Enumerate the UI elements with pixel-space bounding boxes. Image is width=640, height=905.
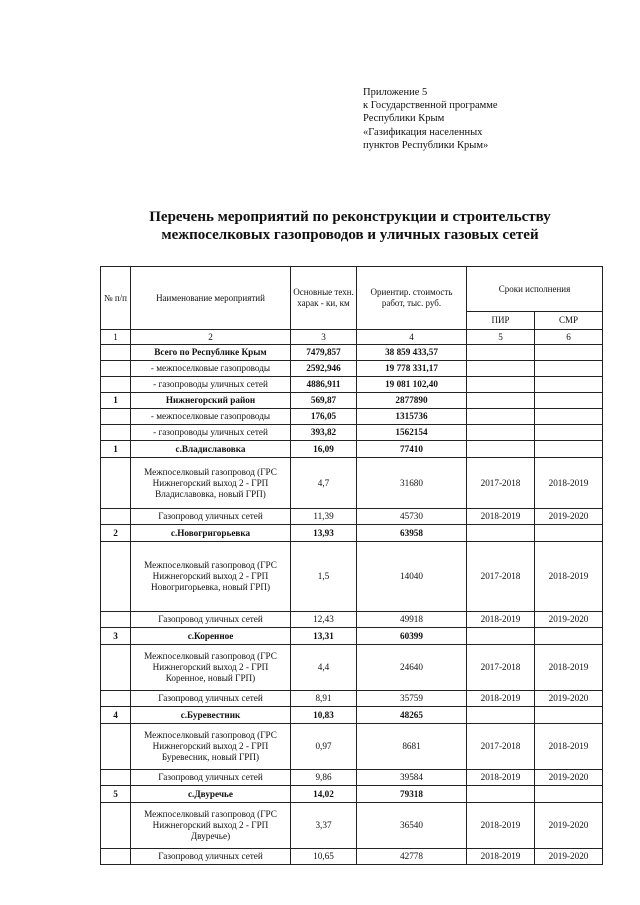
district-specs: 569,87 — [291, 393, 357, 409]
column-number: 4 — [357, 330, 467, 345]
district-sub-row — [101, 409, 603, 425]
streets-cost: 45730 — [357, 509, 467, 525]
village-row — [101, 628, 603, 645]
village-cost: 60399 — [357, 628, 467, 645]
district-cost: 2877890 — [357, 393, 467, 409]
title-line-1: Перечень мероприятий по реконструкции и строительству — [149, 209, 551, 225]
village-name: с.Коренное — [131, 628, 291, 645]
total-row — [101, 345, 603, 361]
village-num: 5 — [101, 786, 131, 803]
header-pir: ПИР — [467, 312, 535, 330]
village-num: 4 — [101, 707, 131, 724]
village-name: с.Буревестник — [131, 707, 291, 724]
total-specs: 4886,911 — [291, 377, 357, 393]
streets-smr: 2019-2020 — [535, 509, 603, 525]
streets-specs: 11,39 — [291, 509, 357, 525]
village-num: 3 — [101, 628, 131, 645]
appendix-block — [363, 86, 613, 152]
empty-cell — [101, 377, 131, 393]
streets-name: Газопровод уличных сетей — [131, 612, 291, 628]
empty-cell — [535, 441, 603, 458]
column-number: 3 — [291, 330, 357, 345]
empty-cell — [101, 612, 131, 628]
empty-cell — [101, 645, 131, 691]
village-num: 1 — [101, 441, 131, 458]
village-specs: 14,02 — [291, 786, 357, 803]
empty-cell — [535, 786, 603, 803]
pipeline-smr: 2018-2019 — [535, 645, 603, 691]
village-cost: 79318 — [357, 786, 467, 803]
streets-cost: 49918 — [357, 612, 467, 628]
total-cost: 38 859 433,57 — [357, 345, 467, 361]
district-sub-specs: 393,82 — [291, 425, 357, 441]
streets-pir: 2018-2019 — [467, 691, 535, 707]
empty-cell — [101, 345, 131, 361]
empty-cell — [101, 409, 131, 425]
header-cost: Ориентир. стоимость работ, тыс. руб. — [357, 267, 467, 330]
empty-cell — [467, 707, 535, 724]
streets-cost: 42778 — [357, 849, 467, 865]
streets-row — [101, 770, 603, 786]
streets-pir: 2018-2019 — [467, 612, 535, 628]
pipeline-pir: 2017-2018 — [467, 458, 535, 509]
appendix-line: Республики Крым — [363, 113, 445, 125]
header-smr: СМР — [535, 312, 603, 330]
empty-cell — [101, 542, 131, 612]
empty-cell — [535, 525, 603, 542]
total-name: - межпоселковые газопроводы — [131, 361, 291, 377]
pipeline-row — [101, 803, 603, 849]
header-specs: Основные техн. харак - ки, км — [291, 267, 357, 330]
pipeline-specs: 0,97 — [291, 724, 357, 770]
empty-cell — [535, 425, 603, 441]
village-specs: 13,93 — [291, 525, 357, 542]
streets-cost: 35759 — [357, 691, 467, 707]
total-name: Всего по Республике Крым — [131, 345, 291, 361]
empty-cell — [101, 509, 131, 525]
village-row — [101, 525, 603, 542]
empty-cell — [535, 628, 603, 645]
village-name: с.Двуречье — [131, 786, 291, 803]
streets-smr: 2019-2020 — [535, 691, 603, 707]
village-row — [101, 786, 603, 803]
village-name: с.Владиславовка — [131, 441, 291, 458]
column-number: 1 — [101, 330, 131, 345]
pipeline-pir: 2018-2019 — [467, 803, 535, 849]
column-number: 2 — [131, 330, 291, 345]
total-specs: 2592,946 — [291, 361, 357, 377]
empty-cell — [101, 724, 131, 770]
pipeline-smr: 2018-2019 — [535, 542, 603, 612]
empty-cell — [467, 525, 535, 542]
empty-cell — [467, 425, 535, 441]
district-sub-specs: 176,05 — [291, 409, 357, 425]
pipeline-specs: 4,7 — [291, 458, 357, 509]
district-num: 1 — [101, 393, 131, 409]
district-sub-name: - газопроводы уличных сетей — [131, 425, 291, 441]
streets-specs: 10,65 — [291, 849, 357, 865]
village-cost: 77410 — [357, 441, 467, 458]
pipeline-specs: 4,4 — [291, 645, 357, 691]
pipeline-specs: 3,37 — [291, 803, 357, 849]
empty-cell — [535, 361, 603, 377]
streets-pir: 2018-2019 — [467, 770, 535, 786]
empty-cell — [101, 849, 131, 865]
pipeline-pir: 2017-2018 — [467, 645, 535, 691]
header-terms: Сроки исполнения — [467, 267, 603, 312]
pipeline-pir: 2017-2018 — [467, 724, 535, 770]
district-sub-name: - межпоселковые газопроводы — [131, 409, 291, 425]
appendix-line: Приложение 5 — [363, 87, 428, 98]
streets-smr: 2019-2020 — [535, 770, 603, 786]
streets-pir: 2018-2019 — [467, 509, 535, 525]
village-name: с.Новогригорьевка — [131, 525, 291, 542]
pipeline-row — [101, 542, 603, 612]
pipeline-row — [101, 724, 603, 770]
village-cost: 48265 — [357, 707, 467, 724]
pipeline-name: Межпоселковый газопровод (ГРС Нижнегорский выход 2 - ГРП Владиславовка, новый ГРП) — [131, 458, 291, 509]
title-line-2: межпоселковых газопроводов и уличных газовых сетей — [161, 227, 539, 243]
appendix-line: «Газификация населенных — [363, 126, 483, 138]
village-row — [101, 441, 603, 458]
pipeline-name: Межпоселковый газопровод (ГРС Нижнегорский выход 2 - ГРП Буревесник, новый ГРП) — [131, 724, 291, 770]
streets-name: Газопровод уличных сетей — [131, 770, 291, 786]
pipeline-smr: 2019-2020 — [535, 803, 603, 849]
streets-row — [101, 691, 603, 707]
empty-cell — [101, 425, 131, 441]
column-number: 5 — [467, 330, 535, 345]
measures-table — [100, 266, 603, 865]
streets-specs: 9,86 — [291, 770, 357, 786]
village-row — [101, 707, 603, 724]
streets-smr: 2019-2020 — [535, 849, 603, 865]
empty-cell — [467, 393, 535, 409]
streets-specs: 12,43 — [291, 612, 357, 628]
empty-cell — [467, 628, 535, 645]
streets-name: Газопровод уличных сетей — [131, 849, 291, 865]
village-specs: 16,09 — [291, 441, 357, 458]
streets-row — [101, 849, 603, 865]
pipeline-name: Межпоселковый газопровод (ГРС Нижнегорский выход 2 - ГРП Коренное, новый ГРП) — [131, 645, 291, 691]
total-row — [101, 377, 603, 393]
village-num: 2 — [101, 525, 131, 542]
empty-cell — [467, 345, 535, 361]
document-title — [60, 208, 640, 244]
empty-cell — [535, 377, 603, 393]
district-row — [101, 393, 603, 409]
pipeline-smr: 2018-2019 — [535, 458, 603, 509]
streets-smr: 2019-2020 — [535, 612, 603, 628]
district-name: Нижнегорский район — [131, 393, 291, 409]
district-sub-cost: 1315736 — [357, 409, 467, 425]
empty-cell — [535, 345, 603, 361]
empty-cell — [467, 409, 535, 425]
appendix-line: к Государственной программе — [363, 100, 498, 112]
appendix-line: пунктов Республики Крым» — [363, 139, 489, 151]
pipeline-name: Межпоселковый газопровод (ГРС Нижнегорский выход 2 - ГРП Двуречье) — [131, 803, 291, 849]
pipeline-cost: 14040 — [357, 542, 467, 612]
streets-row — [101, 612, 603, 628]
village-cost: 63958 — [357, 525, 467, 542]
header-num: № п/п — [101, 267, 131, 330]
total-name: - газопроводы уличных сетей — [131, 377, 291, 393]
village-specs: 13,31 — [291, 628, 357, 645]
streets-pir: 2018-2019 — [467, 849, 535, 865]
pipeline-specs: 1,5 — [291, 542, 357, 612]
pipeline-smr: 2018-2019 — [535, 724, 603, 770]
total-cost: 19 778 331,17 — [357, 361, 467, 377]
total-cost: 19 081 102,40 — [357, 377, 467, 393]
pipeline-cost: 36540 — [357, 803, 467, 849]
streets-cost: 39584 — [357, 770, 467, 786]
pipeline-cost: 8681 — [357, 724, 467, 770]
pipeline-pir: 2017-2018 — [467, 542, 535, 612]
district-sub-cost: 1562154 — [357, 425, 467, 441]
total-specs: 7479,857 — [291, 345, 357, 361]
empty-cell — [101, 361, 131, 377]
streets-specs: 8,91 — [291, 691, 357, 707]
empty-cell — [101, 691, 131, 707]
pipeline-row — [101, 645, 603, 691]
empty-cell — [467, 441, 535, 458]
empty-cell — [535, 393, 603, 409]
header-name: Наименование мероприятий — [131, 267, 291, 330]
empty-cell — [101, 803, 131, 849]
streets-name: Газопровод уличных сетей — [131, 691, 291, 707]
empty-cell — [101, 770, 131, 786]
village-specs: 10,83 — [291, 707, 357, 724]
empty-cell — [467, 377, 535, 393]
pipeline-cost: 31680 — [357, 458, 467, 509]
column-number: 6 — [535, 330, 603, 345]
pipeline-row — [101, 458, 603, 509]
empty-cell — [467, 361, 535, 377]
empty-cell — [535, 707, 603, 724]
streets-row — [101, 509, 603, 525]
district-sub-row — [101, 425, 603, 441]
total-row — [101, 361, 603, 377]
header-row — [101, 267, 603, 312]
pipeline-name: Межпоселковый газопровод (ГРС Нижнегорский выход 2 - ГРП Новогригорьевка, новый ГРП) — [131, 542, 291, 612]
column-number-row — [101, 330, 603, 345]
pipeline-cost: 24640 — [357, 645, 467, 691]
empty-cell — [467, 786, 535, 803]
streets-name: Газопровод уличных сетей — [131, 509, 291, 525]
empty-cell — [535, 409, 603, 425]
empty-cell — [101, 458, 131, 509]
